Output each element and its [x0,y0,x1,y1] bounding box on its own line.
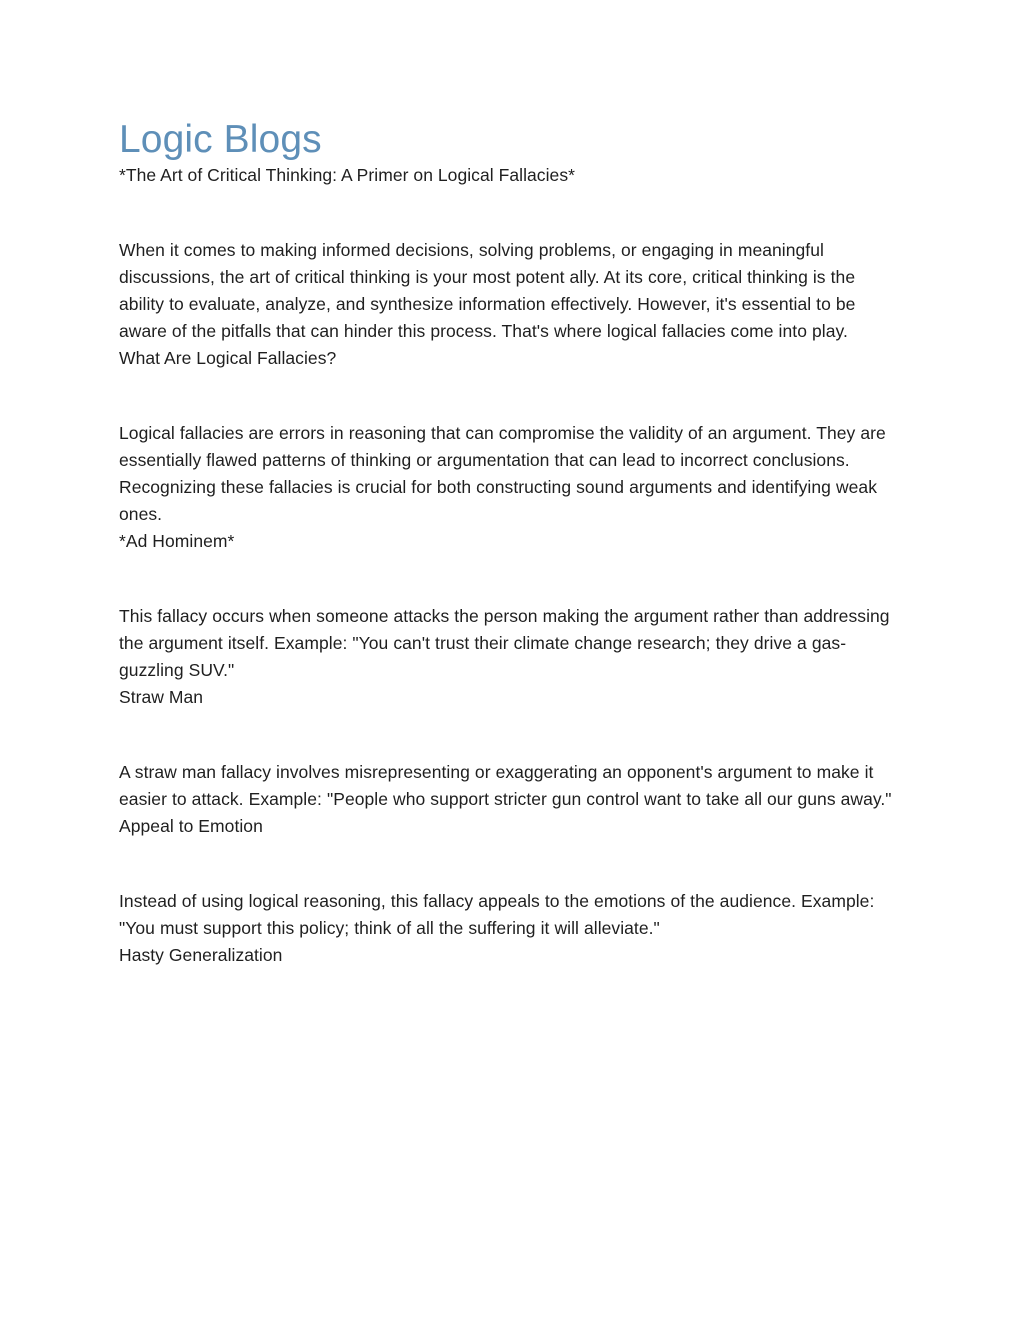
heading-what-are-logical-fallacies: What Are Logical Fallacies? [119,348,337,368]
paragraph-intro: When it comes to making informed decisions, solving problems, or engaging in meaningful discussions, the art of critical thinking is your most potent ally. At its core, critical thinking is the ability to evaluate, analyze, and synthesize information effectively. However, it's essential to be aware of the pitfalls that can hinder this process. That's where logical fallacies come into play. [119,240,856,341]
document-content [119,0,901,969]
paragraph-definition: Logical fallacies are errors in reasoning that can compromise the validity of an argument. They are essentially flawed patterns of thinking or argumentation that can lead to incorrect conclusions. Recognizing these fallacies is crucial for both constructing sound arguments and identifying weak ones. [119,423,886,524]
paragraph-straw-man: A straw man fallacy involves misrepresenting or exaggerating an opponent's argument to make it easier to attack. Example: "People who support stricter gun control want to take all our guns away." [119,762,892,809]
paragraph-appeal-to-emotion: Instead of using logical reasoning, this fallacy appeals to the emotions of the audience. Example: "You must support this policy; think of all the suffering it will alleviate." [119,891,875,938]
heading-straw-man: Straw Man [119,687,204,707]
heading-hasty-generalization: Hasty Generalization [119,945,283,965]
subtitle-line: *The Art of Critical Thinking: A Primer on Logical Fallacies* [119,165,575,185]
paragraph-ad-hominem: This fallacy occurs when someone attacks the person making the argument rather than addressing the argument itself. Example: "You can't trust their climate change research; they drive a gas-guzzling SUV." [119,606,890,680]
heading-appeal-to-emotion: Appeal to Emotion [119,816,263,836]
page-title: Logic Blogs [119,118,322,161]
heading-ad-hominem: *Ad Hominem* [119,531,235,551]
